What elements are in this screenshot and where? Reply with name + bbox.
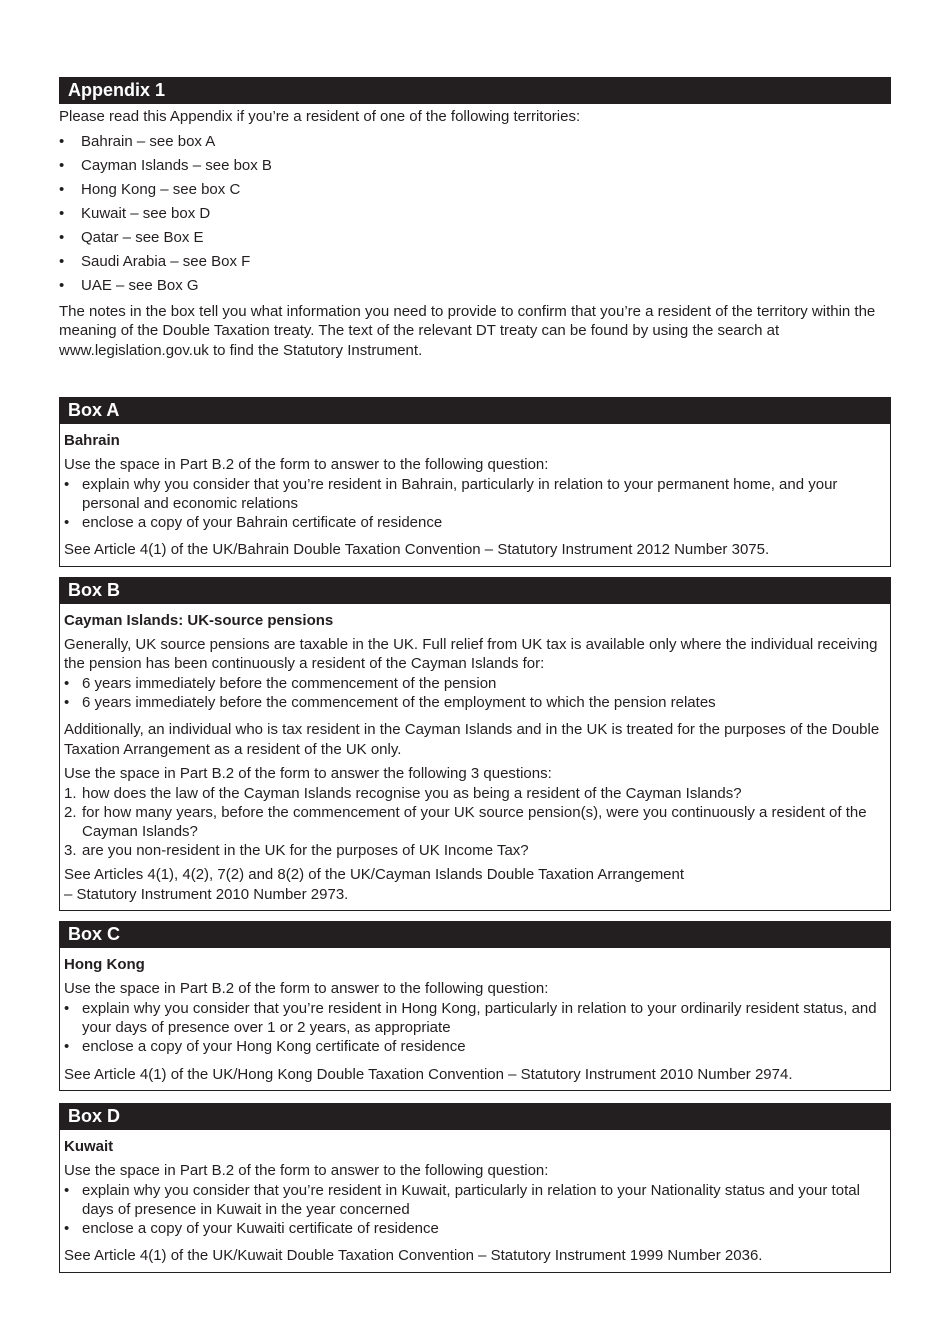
box-d-instruction: Use the space in Part B.2 of the form to answer to the following question: [64,1162,549,1179]
list-item: • enclose a copy of your Hong Kong certificate of residence [64,1037,886,1056]
appendix-section [59,77,891,360]
list-item: • explain why you consider that you’re resident in Bahrain, particularly in relation to your permanent home, and your personal and economic relations [64,475,886,513]
question-text: how does the law of the Cayman Islands recognise you as being a resident of the Cayman Islands? [82,784,742,802]
box-a-reference: See Article 4(1) of the UK/Bahrain Double Taxation Convention – Statutory Instrument 2012 Number 3075. [64,541,770,559]
list-item: • enclose a copy of your Kuwaiti certificate of residence [64,1219,886,1238]
box-b-title: Box B [59,577,891,604]
territory-item: • Kuwait – see box D [59,204,891,224]
box-c-heading: Hong Kong [64,956,145,974]
box-b-para1: Generally, UK source pensions are taxable in the UK. Full relief from UK tax is available only where the individual receiving the pension has been continuously a resident of the Cayman Islands for: [64,635,878,673]
question-number: 1. [64,784,77,802]
box-b-instruction: Use the space in Part B.2 of the form to answer the following 3 questions: [64,765,552,783]
list-item: • explain why you consider that you’re resident in Kuwait, particularly in relation to your Nationality status and your total days of presence in Kuwait in the year concerned [64,1181,886,1219]
box-c-reference: See Article 4(1) of the UK/Hong Kong Double Taxation Convention – Statutory Instrument 2010 Number 2974. [64,1065,793,1083]
box-b-reference-line2: – Statutory Instrument 2010 Number 2973. [64,885,349,903]
question-text: for how many years, before the commencement of your UK source pension(s), were you continuously a resident of the Cayman Islands? [82,803,867,840]
box-c-bullets [64,999,886,1057]
list-item: • 6 years immediately before the commencement of the employment to which the pension relates [64,693,886,712]
box-c-title: Box C [59,921,891,948]
territory-item: • Hong Kong – see box C [59,180,891,200]
list-item: • enclose a copy of your Bahrain certificate of residence [64,513,886,532]
box-a-instruction: Use the space in Part B.2 of the form to answer to the following question: [64,456,549,474]
territory-item: • Qatar – see Box E [59,228,891,248]
list-item: • explain why you consider that you’re resident in Hong Kong, particularly in relation to your ordinarily resident status, and your days of presence over 1 or 2 years, as appropriate [64,999,886,1037]
question-number: 2. [64,803,77,821]
box-d [59,1103,891,1273]
box-d-title: Box D [59,1103,891,1130]
box-b-para2: Additionally, an individual who is tax resident in the Cayman Islands and in the UK is treated for the purposes of the Double Taxation Arrangement as a resident of the UK only. [64,721,880,758]
box-c [59,921,891,1091]
appendix-notes: The notes in the box tell you what information you need to provide to confirm that you’re a resident of the territory within the meaning of the Double Taxation treaty. The text of the relevant DT treaty can be found by using the search at www.legislation.gov.uk to find the Statutory Instrument. [59,302,876,359]
box-b-questions [64,784,886,861]
question-number: 3. [64,842,77,860]
box-d-reference: See Article 4(1) of the UK/Kuwait Double Taxation Convention – Statutory Instrument 1999 Number 2036. [64,1247,763,1265]
list-item: • 6 years immediately before the commencement of the pension [64,674,886,693]
territory-item: • Cayman Islands – see box B [59,156,891,176]
box-d-bullets [64,1181,886,1239]
box-a-heading: Bahrain [64,432,120,450]
box-a-title: Box A [59,397,891,424]
box-a [59,397,891,567]
question-item [64,841,886,860]
box-d-heading: Kuwait [64,1138,114,1155]
territory-item: • Bahrain – see box A [59,132,891,152]
territory-list [59,132,891,296]
box-b-reference-line1: See Articles 4(1), 4(2), 7(2) and 8(2) of the UK/Cayman Islands Double Taxation Arrangement [64,866,685,884]
box-a-bullets [64,475,886,533]
question-item [64,784,886,803]
box-b [59,577,891,912]
appendix-intro: Please read this Appendix if you’re a resident of one of the following territories: [59,108,581,125]
box-b-bullets [64,674,886,712]
territory-item: • Saudi Arabia – see Box F [59,252,891,272]
box-c-instruction: Use the space in Part B.2 of the form to answer to the following question: [64,980,549,998]
document-page [59,77,891,1273]
appendix-title: Appendix 1 [59,77,891,104]
question-item [64,803,886,841]
box-b-heading: Cayman Islands: UK-source pensions [64,611,334,629]
territory-item: • UAE – see Box G [59,276,891,296]
question-text: are you non-resident in the UK for the purposes of UK Income Tax? [82,842,529,860]
